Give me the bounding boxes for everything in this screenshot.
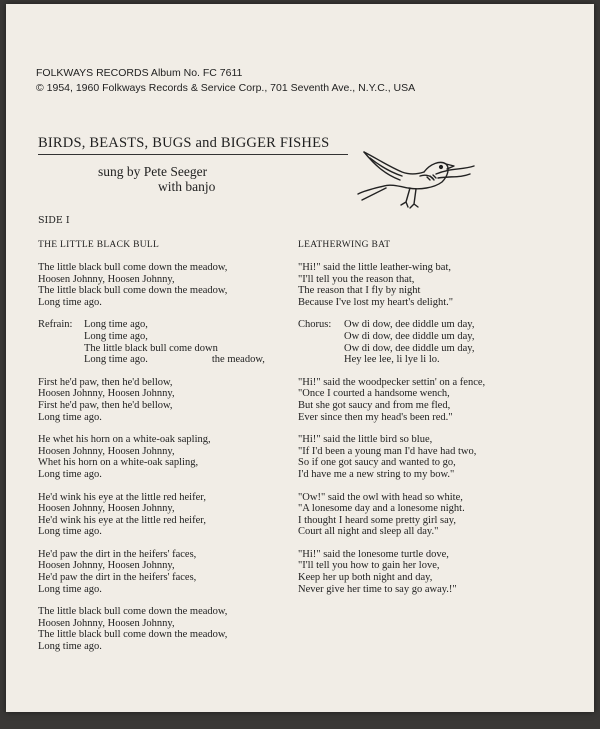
lyric-line: Long time ago. <box>38 468 102 480</box>
lyric-line: Long time ago. <box>38 411 102 423</box>
verse-5 <box>298 549 485 595</box>
lyric-line: Long time ago. <box>84 354 148 366</box>
lyric-line: "Once I courted a handsome wench, <box>298 388 450 400</box>
verse-3 <box>298 434 485 480</box>
lyric-line: Keep her up both night and day, <box>298 572 433 584</box>
verse-4 <box>298 492 485 538</box>
lyric-line: The little black bull come down the meadow, <box>38 262 228 273</box>
lyric-line: The little black bull come down <box>84 342 218 354</box>
lyric-line: First he'd paw, then he'd bellow, <box>38 376 173 388</box>
lyric-line: Hoosen Johnny, Hoosen Johnny, <box>38 617 175 629</box>
lyric-line: Hoosen Johnny, Hoosen Johnny, <box>38 388 175 400</box>
publisher-line-2: © 1954, 1960 Folkways Records & Service Corp., 701 Seventh Ave., N.Y.C., USA <box>36 82 416 94</box>
lyric-line: He'd paw the dirt in the heifers' faces, <box>38 572 197 584</box>
lyric-line: The little black bull come down the meadow, <box>38 285 228 297</box>
lyric-line: "Hi!" said the woodpecker settin' on a fence, <box>298 376 486 388</box>
lyric-line: I'd have me a new string to my bow." <box>298 468 455 480</box>
lyric-line: So if one got saucy and wanted to go, <box>298 457 456 469</box>
verse-1 <box>38 262 265 308</box>
lyric-line: He whet his horn on a white-oak sapling, <box>38 434 211 446</box>
lyric-line: "I'll tell you how to gain her love, <box>298 560 440 572</box>
lyric-line: Ow di dow, dee diddle um day, <box>344 342 475 354</box>
lyric-line: First he'd paw, then he'd bellow, <box>38 399 173 411</box>
chorus-label: Chorus: <box>298 319 332 331</box>
lyric-line: Ever since then my head's been red." <box>298 411 453 423</box>
verse-5 <box>38 549 265 595</box>
lyric-line: Long time ago. <box>38 526 102 538</box>
liner-notes-page <box>6 4 594 712</box>
lyric-line: I thought I heard some pretty girl say, <box>298 514 456 526</box>
song-title: LEATHERWING BAT <box>298 240 391 250</box>
lyric-line: Hoosen Johnny, Hoosen Johnny, <box>38 560 175 572</box>
lyric-line: "Hi!" said the lonesome turtle dove, <box>298 548 449 560</box>
lyric-line: Long time ago. <box>38 641 102 653</box>
lyric-line: Long time ago, <box>84 330 148 342</box>
lyric-line: The little black bull come down the meadow, <box>38 629 228 641</box>
verse-1 <box>298 262 485 308</box>
title-underline <box>38 154 348 155</box>
lyric-line: But she got saucy and from me fled, <box>298 399 451 411</box>
bird-illustration-icon <box>350 144 478 210</box>
lyric-line: He'd wink his eye at the little red heifer, <box>38 491 206 503</box>
lyric-line: The little black bull come down the meadow, <box>38 606 228 618</box>
lyric-line: Hoosen Johnny, Hoosen Johnny, <box>38 445 175 457</box>
song-leatherwing-bat <box>298 240 485 595</box>
with-banjo: with banjo <box>158 179 216 194</box>
refrain-label: Refrain: <box>38 319 73 331</box>
sung-by: sung by Pete Seeger <box>98 164 208 179</box>
verse-3 <box>38 434 265 480</box>
side-label: SIDE I <box>38 215 70 226</box>
lyric-line: Because I've lost my heart's delight." <box>298 296 454 308</box>
lyric-line: Long time ago. <box>38 296 102 308</box>
publisher-line-1: FOLKWAYS RECORDS Album No. FC 7611 <box>36 67 243 79</box>
lyric-line: "Hi!" said the little leather-wing bat, <box>298 262 451 273</box>
lyric-line: Hey lee lee, li lye li lo. <box>344 354 440 366</box>
lyric-line: Ow di dow, dee diddle um day, <box>344 330 475 342</box>
lyric-line: "I'll tell you the reason that, <box>298 273 415 285</box>
lyric-line: "Ow!" said the owl with head so white, <box>298 491 463 503</box>
verse-2 <box>38 377 265 423</box>
verse-6 <box>38 606 265 652</box>
lyric-line: "Hi!" said the little bird so blue, <box>298 434 433 446</box>
performer-credit <box>98 164 215 194</box>
verse-4 <box>38 492 265 538</box>
verse-2 <box>298 377 485 423</box>
publisher-info <box>36 66 415 96</box>
lyric-line: Court all night and sleep all day." <box>298 526 439 538</box>
refrain <box>38 319 265 365</box>
lyric-line: Long time ago. <box>38 583 102 595</box>
lyric-line: "If I'd been a young man I'd have had two, <box>298 445 477 457</box>
album-title: BIRDS, BEASTS, BUGS and BIGGER FISHES <box>38 135 330 151</box>
lyric-line: "A lonesome day and a lonesome night. <box>298 503 465 515</box>
chorus <box>298 319 485 365</box>
lyric-line: Hoosen Johnny, Hoosen Johnny, <box>38 503 175 515</box>
lyric-line: The reason that I fly by night <box>298 285 421 297</box>
song-little-black-bull <box>38 240 265 653</box>
refrain-extra: the meadow, <box>211 354 265 366</box>
lyric-line: Never give her time to say go away.!" <box>298 583 457 595</box>
lyric-line: He'd paw the dirt in the heifers' faces, <box>38 548 197 560</box>
lyric-line: Ow di dow, dee diddle um day, <box>344 319 475 331</box>
song-title: THE LITTLE BLACK BULL <box>38 240 160 250</box>
lyric-line: He'd wink his eye at the little red heifer, <box>38 514 206 526</box>
lyric-line: Whet his horn on a white-oak sapling, <box>38 457 199 469</box>
lyric-line: Long time ago, <box>84 319 148 331</box>
lyric-line: Hoosen Johnny, Hoosen Johnny, <box>38 273 175 285</box>
